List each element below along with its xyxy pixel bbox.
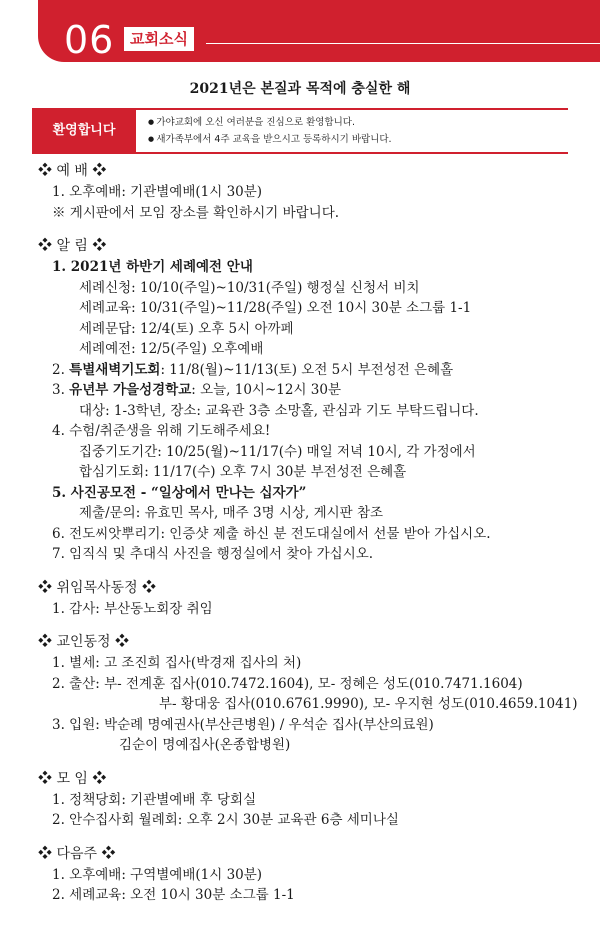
item-text: : 11/8(월)~11/13(토) 오전 5시 부전성전 은혜홀 bbox=[160, 361, 454, 378]
section-number: 06 bbox=[64, 18, 115, 62]
list-item: ※ 게시판에서 모임 장소를 확인하시기 바랍니다. bbox=[52, 204, 340, 221]
list-item: 6. 전도씨앗뿌리기: 인증샷 제출 하신 분 전도대실에서 선물 받아 가십시오. bbox=[52, 525, 491, 542]
section-worship bbox=[38, 160, 594, 223]
item-label: 유년부 가을성경학교 bbox=[69, 382, 192, 398]
section-title: ❖ 다음주 ❖ bbox=[38, 845, 116, 862]
page-title: 2021년은 본질과 목적에 충실한 해 bbox=[189, 81, 411, 97]
list-item bbox=[38, 360, 594, 381]
section-members bbox=[38, 631, 594, 756]
item-text: : 오늘, 10시~12시 30분 bbox=[191, 382, 342, 398]
list-subitem: 대상: 1-3학년, 장소: 교육관 3층 소망홀, 관심과 기도 부탁드립니다. bbox=[79, 402, 479, 419]
list-subitem: 세례예전: 12/5(주일) 오후예배 bbox=[79, 341, 264, 357]
list-item: 3. 입원: 박순례 명예권사(부산큰병원) / 우석순 집사(부산의료원) bbox=[52, 716, 434, 733]
section-title: ❖ 교인동정 ❖ bbox=[38, 634, 129, 650]
list-item: 5. 사진공모전 - “일상에서 만나는 십자가” bbox=[52, 484, 307, 501]
list-subitem: 세례교육: 10/31(주일)~11/28(주일) 오전 10시 30분 소그룹 1-1 bbox=[79, 300, 472, 316]
section-notices bbox=[38, 235, 594, 565]
list-item: 1. 감사: 부산동노회장 취임 bbox=[52, 600, 213, 617]
list-subitem: 제출/문의: 유효민 목사, 매주 3명 시상, 게시판 참조 bbox=[79, 505, 384, 521]
list-subitem: 부- 황대웅 집사(010.6761.9990), 모- 우지현 성도(010.4659.1041) bbox=[159, 696, 578, 712]
list-subitem: 합심기도회: 11/17(수) 오후 7시 30분 부전성전 은혜홀 bbox=[79, 464, 407, 480]
section-title: ❖ 위임목사동정 ❖ bbox=[38, 579, 157, 596]
welcome-label: 환영합니다 bbox=[32, 110, 136, 152]
welcome-list bbox=[148, 114, 392, 148]
section-title: ❖ 예 배 ❖ bbox=[38, 163, 107, 179]
list-item: 7. 임직식 및 추대식 사진을 행정실에서 찾아 가십시오. bbox=[52, 546, 374, 562]
section-title: ❖ 모 임 ❖ bbox=[38, 770, 107, 787]
header-bar bbox=[38, 0, 600, 62]
list-subitem: 집중기도기간: 10/25(월)~11/17(수) 매일 저녁 10시, 각 가정에서 bbox=[79, 443, 476, 460]
section-pastor bbox=[38, 577, 594, 620]
list-item: 2. 안수집사회 월례회: 오후 2시 30분 교육관 6층 세미나실 bbox=[52, 812, 399, 828]
list-subitem: 김순이 명예집사(온종합병원) bbox=[119, 737, 291, 753]
welcome-item: ● 새가족부에서 4주 교육을 받으시고 등록하시기 바랍니다. bbox=[148, 131, 392, 148]
section-title: ❖ 알 림 ❖ bbox=[38, 238, 107, 254]
list-item: 1. 오후예배: 기관별예배(1시 30분) bbox=[52, 184, 263, 200]
list-item: 1. 오후예배: 구역별예배(1시 30분) bbox=[52, 866, 263, 883]
item-label: 특별새벽기도회 bbox=[69, 361, 161, 378]
list-item: 2. 세례교육: 오전 10시 30분 소그룹 1-1 bbox=[52, 887, 295, 903]
list-item: 2. 출산: 부- 전계훈 집사(010.7472.1604), 모- 정혜은 성도(010.7471.1604) bbox=[52, 675, 523, 692]
list-item bbox=[38, 380, 594, 401]
section-tag: 교회소식 bbox=[124, 27, 194, 51]
item-number: 3. bbox=[52, 382, 70, 398]
list-item: 4. 수험/취준생을 위해 기도해주세요! bbox=[52, 423, 271, 439]
list-subitem: 세례신청: 10/10(주일)~10/31(주일) 행정실 신청서 비치 bbox=[79, 279, 420, 296]
list-item: 1. 2021년 하반기 세례예전 안내 bbox=[52, 259, 253, 275]
header-divider bbox=[206, 43, 600, 44]
welcome-box bbox=[32, 108, 568, 154]
welcome-item: ● 가야교회에 오신 여러분을 진심으로 환영합니다. bbox=[148, 114, 392, 131]
section-meetings bbox=[38, 768, 594, 831]
list-item: 1. 정책당회: 기관별예배 후 당회실 bbox=[52, 791, 257, 808]
section-next-week bbox=[38, 843, 594, 906]
content bbox=[38, 160, 594, 918]
list-subitem: 세례문답: 12/4(토) 오후 5시 아까페 bbox=[79, 320, 294, 337]
list-item: 1. 별세: 고 조진희 집사(박경재 집사의 처) bbox=[52, 655, 302, 671]
item-number: 2. bbox=[52, 361, 70, 378]
